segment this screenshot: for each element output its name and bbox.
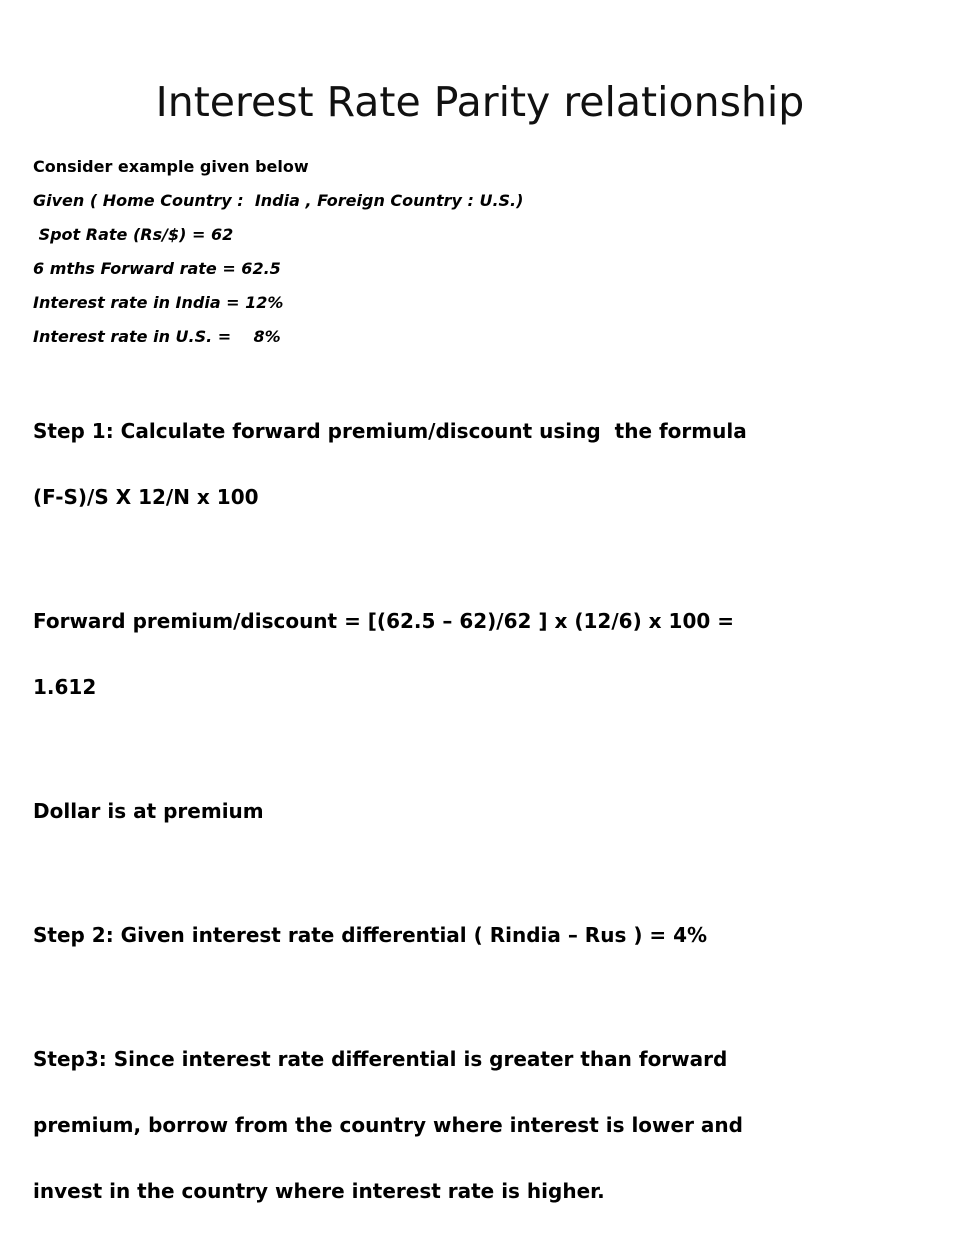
steps-block xyxy=(33,376,913,1260)
dollar-premium-paragraph xyxy=(33,756,913,866)
step-line: Dollar is at premium xyxy=(33,799,264,823)
given-line: Interest rate in India = 12% xyxy=(33,293,284,312)
step-line: 1.612 xyxy=(33,675,97,699)
step-1-paragraph xyxy=(33,376,913,552)
step-line: Step 1: Calculate forward premium/discount using the formula xyxy=(33,419,747,443)
step-line: invest in the country where interest rate is higher. xyxy=(33,1179,605,1203)
step-line: Step3: Since interest rate differential is greater than forward xyxy=(33,1047,728,1071)
given-line: Given ( Home Country : India , Foreign Country : U.S.) xyxy=(33,191,524,210)
step-line: Step 2: Given interest rate differential ( Rindia – Rus ) = 4% xyxy=(33,923,708,947)
step-line: premium, borrow from the country where interest is lower and xyxy=(33,1113,743,1137)
slide-title: Interest Rate Parity relationship xyxy=(155,78,805,126)
forward-premium-paragraph xyxy=(33,566,913,742)
step-line: (F-S)/S X 12/N x 100 xyxy=(33,485,259,509)
given-line: Interest rate in U.S. = 8% xyxy=(33,327,281,346)
step-2-paragraph xyxy=(33,880,913,990)
given-data-block xyxy=(33,150,913,354)
step-line: Forward premium/discount = [(62.5 – 62)/62 ] x (12/6) x 100 = xyxy=(33,609,735,633)
step-3-paragraph xyxy=(33,1004,913,1246)
given-intro: Consider example given below xyxy=(33,157,309,176)
given-line: Spot Rate (Rs/$) = 62 xyxy=(33,225,234,244)
given-line: 6 mths Forward rate = 62.5 xyxy=(33,259,281,278)
